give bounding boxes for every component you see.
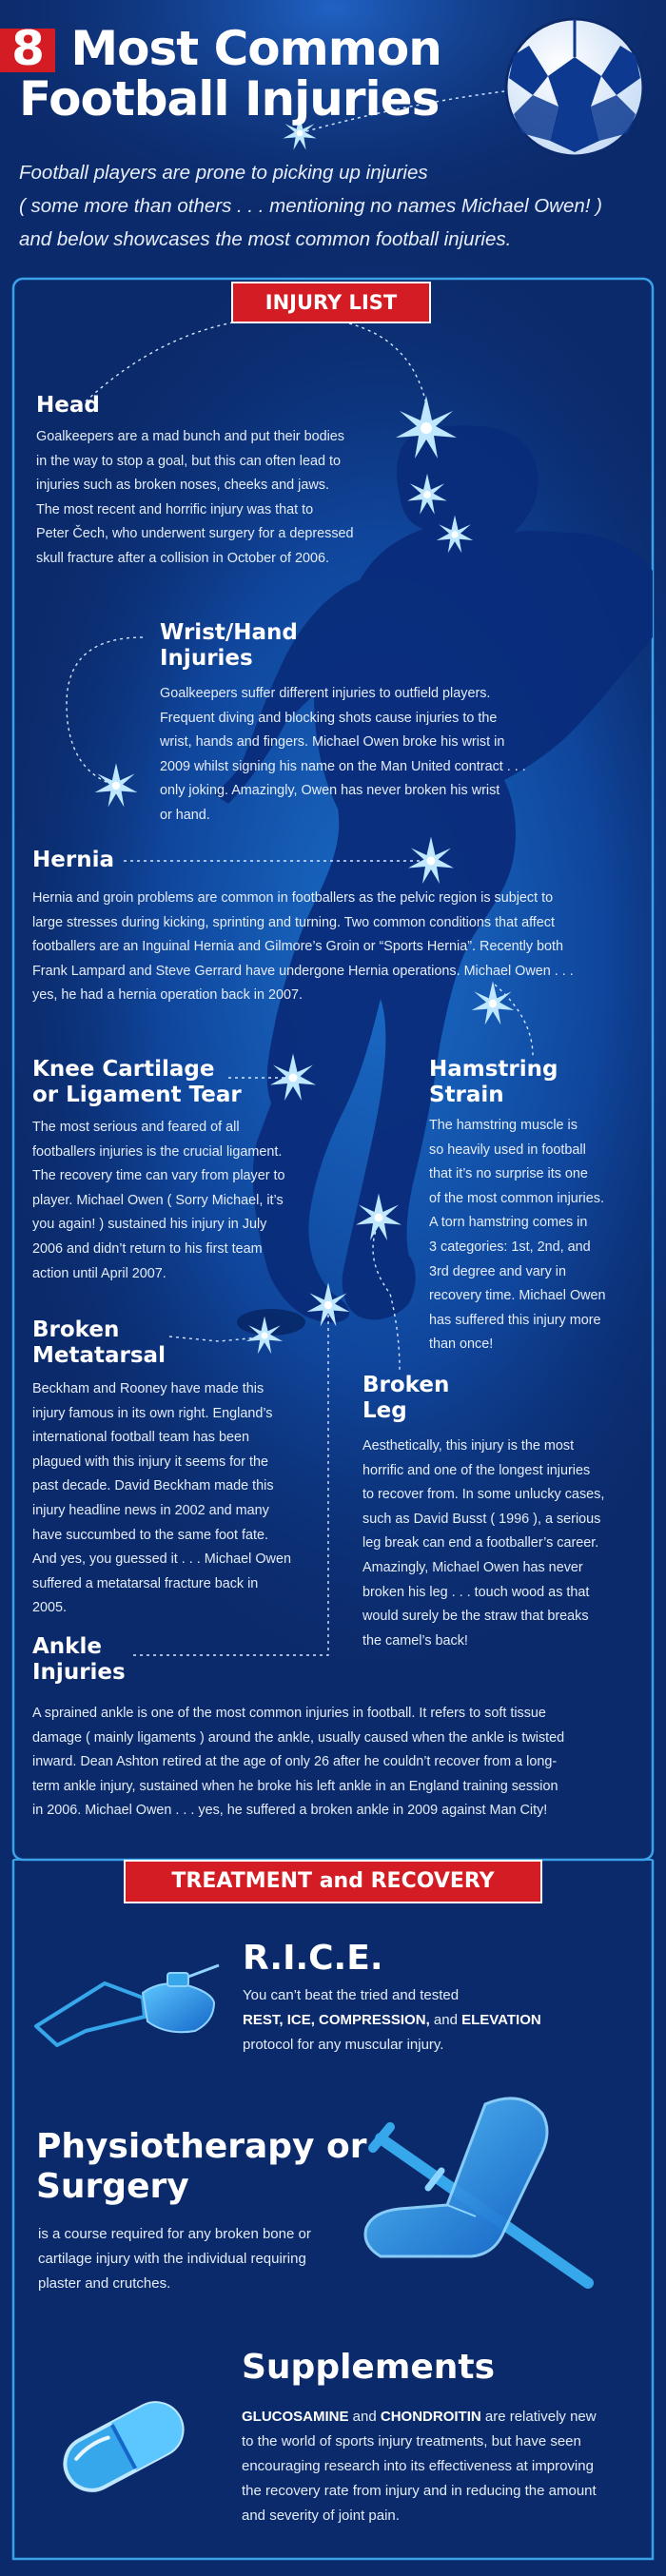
title-line: Leg	[362, 1398, 407, 1423]
text-line: horrific and one of the longest injuries	[362, 1462, 591, 1478]
text-line: has suffered this injury more	[429, 1312, 601, 1328]
text-line: 2009 whilst signing his name on the Man United contract . . .	[160, 758, 526, 774]
title-line: Physiotherapy or	[36, 2127, 367, 2166]
text-line: recovery time. Michael Owen	[429, 1288, 606, 1304]
text-line: in 2006. Michael Owen . . . yes, he suffered a broken ankle in 2009 against Man City!	[32, 1803, 548, 1819]
title-line: Metatarsal	[32, 1343, 166, 1368]
title-line: Ankle	[32, 1634, 102, 1659]
text-line: or hand.	[160, 807, 210, 823]
intro-line: and below showcases the most common football injuries.	[19, 228, 512, 250]
text-line: You can’t beat the tried and tested	[243, 1987, 460, 2003]
knee-text	[32, 1116, 346, 1286]
text-line: than once!	[429, 1337, 494, 1353]
text-line: inward. Dean Ashton retired at the age of only 26 after he couldn’t recover from a long-	[32, 1754, 558, 1770]
text-line: plaster and crutches.	[38, 2275, 171, 2292]
rice-ice: ICE	[286, 2012, 311, 2028]
ankle-text	[32, 1702, 646, 1824]
wrist-title	[160, 620, 298, 672]
title-line: Broken	[362, 1373, 450, 1397]
wrist-text	[160, 682, 578, 829]
text-line: the recovery rate from injury and in reducing the amount	[242, 2483, 597, 2499]
text-line: have succumbed to the same foot fate.	[32, 1527, 268, 1543]
text-line: REST, ICE, COMPRESSION, and ELEVATION	[243, 2012, 541, 2028]
supp-and: and	[352, 2409, 377, 2425]
head-title: Head	[36, 393, 100, 418]
physio-text	[38, 2222, 362, 2296]
text-line: of the most common injuries.	[429, 1190, 604, 1206]
text-line: action until April 2007.	[32, 1265, 166, 1281]
text-line: Beckham and Rooney have made this	[32, 1381, 264, 1396]
text-line: is a course required for any broken bone or	[38, 2226, 311, 2242]
text-line: Amazingly, Michael Owen has never	[362, 1559, 583, 1575]
title-line: Injuries	[32, 1660, 126, 1685]
text-line: that it’s no surprise its one	[429, 1166, 588, 1182]
text-line: plagued with this injury it seems for the	[32, 1454, 268, 1470]
title-number: 8	[11, 21, 44, 76]
hamstring-text	[429, 1114, 648, 1357]
glucosamine: GLUCOSAMINE	[242, 2409, 349, 2425]
metatarsal-title	[32, 1317, 166, 1369]
text-line: in the way to stop a goal, but this can often lead to	[36, 453, 342, 469]
page-title	[0, 21, 441, 127]
rice-text	[243, 1983, 642, 2058]
injury-list-banner: INJURY LIST	[231, 282, 431, 323]
text-line: A sprained ankle is one of the most common injuries in football. It refers to soft tissue	[32, 1706, 546, 1721]
text-line: skull fracture after a collision in October of 2006.	[36, 550, 329, 566]
text-line: 3 categories: 1st, 2nd, and	[429, 1239, 591, 1255]
text-line: term ankle injury, sustained when he broke his left ankle in an England training session	[32, 1778, 558, 1794]
text-line: such as David Busst ( 1996 ), a serious	[362, 1511, 601, 1527]
text-line: leg break can end a footballer’s career.	[362, 1535, 599, 1551]
leg-title	[362, 1373, 449, 1424]
hernia-title: Hernia	[32, 848, 114, 872]
text-line: to the world of sports injury treatments, but have seen	[242, 2433, 581, 2449]
text-line: Goalkeepers suffer different injuries to outfield players.	[160, 686, 491, 701]
text-line: Frequent diving and blocking shots cause injuries to the	[160, 710, 498, 726]
treatment-banner: TREATMENT and RECOVERY	[124, 1860, 542, 1903]
text-line: yes, he had a hernia operation back in 2007.	[32, 987, 304, 1004]
text-line: 3rd degree and vary in	[429, 1263, 566, 1279]
text-line: would surely be the straw that breaks	[362, 1609, 589, 1625]
rice-and: and	[433, 2012, 458, 2028]
title-line1: Most Common	[70, 21, 441, 76]
text-line: footballers injuries is the crucial ligament.	[32, 1143, 283, 1160]
text-line: Peter Čech, who underwent surgery for a depressed	[36, 526, 354, 542]
text-line: Goalkeepers are a mad bunch and put their bodies	[36, 429, 345, 444]
title-line: Knee Cartilage	[32, 1057, 215, 1082]
text-line: suffered a metatarsal fracture back in	[32, 1575, 259, 1591]
hernia-text	[32, 887, 641, 1008]
text-line: wrist, hands and fingers. Michael Owen broke his wrist in	[160, 734, 505, 751]
text-line: Aesthetically, this injury is the most	[362, 1438, 575, 1454]
text-line: and severity of joint pain.	[242, 2508, 400, 2524]
rice-elevation: ELEVATION	[461, 2012, 541, 2028]
text-line: you again! ) sustained his injury in July	[32, 1217, 267, 1233]
text-line: damage ( mainly ligaments ) around the ankle, usually caused when the ankle is twisted	[32, 1729, 565, 1746]
rice-rest: REST	[243, 2012, 280, 2028]
text-line: to recover from. In some unlucky cases,	[362, 1487, 605, 1503]
text-line: Frank Lampard and Steve Gerrard have undergone Hernia operations. Michael Owen . . .	[32, 963, 574, 979]
rice-compression: COMPRESSION	[319, 2012, 426, 2028]
title-line: Hamstring	[429, 1057, 558, 1082]
text-line: And yes, you guessed it . . . Michael Owen	[32, 1551, 291, 1568]
text-line: the camel’s back!	[362, 1632, 468, 1649]
text-line: player. Michael Owen ( Sorry Michael, it’s	[32, 1192, 284, 1208]
supp-rest: are relatively new	[484, 2409, 597, 2425]
head-text	[36, 425, 417, 572]
text-line: A torn hamstring comes in	[429, 1215, 588, 1231]
hamstring-title	[429, 1057, 558, 1108]
intro-line: ( some more than others . . . mentioning no names Michael Owen! )	[19, 195, 602, 217]
text-line: injury headline news in 2002 and many	[32, 1502, 269, 1518]
text-line: protocol for any muscular injury.	[243, 2037, 444, 2053]
knee-title	[32, 1057, 242, 1108]
text-line: The most serious and feared of all	[32, 1120, 240, 1135]
title-line: Wrist/Hand	[160, 620, 298, 645]
intro-line: Football players are prone to picking up injuries	[19, 162, 428, 184]
text-line: only joking. Amazingly, Owen has never broken his wrist	[160, 783, 500, 799]
title-line: Surgery	[36, 2167, 189, 2206]
text-line: The recovery time can vary from player to	[32, 1168, 285, 1184]
physio-title	[36, 2127, 367, 2207]
text-line: footballers are an Inguinal Hernia and Gilmore’s Groin or “Sports Hernia”. Recently both	[32, 939, 564, 955]
text-line: Hernia and groin problems are common in footballers as the pelvic region is subject to	[32, 890, 554, 906]
title-line: Injuries	[160, 646, 253, 671]
text-line: large stresses during kicking, sprinting and turning. Two common conditions that affect	[32, 914, 556, 930]
text-line	[242, 2405, 651, 2430]
text-line: injuries such as broken noses, cheeks and jaws.	[36, 478, 329, 494]
metatarsal-text	[32, 1377, 337, 1621]
text-line: injury famous in its own right. England’s	[32, 1405, 273, 1421]
text-line: The most recent and horrific injury was that to	[36, 501, 314, 517]
leg-text	[362, 1434, 648, 1653]
intro-text	[19, 156, 656, 256]
title-line2: Football Injuries	[19, 71, 440, 127]
text-line: 2005.	[32, 1600, 68, 1616]
rice-title: R.I.C.E.	[243, 1939, 383, 1978]
chondroitin: CHONDROITIN	[380, 2409, 481, 2425]
text-line: international football team has been	[32, 1430, 250, 1446]
title-line: or Ligament Tear	[32, 1083, 242, 1107]
title-line: Strain	[429, 1083, 504, 1107]
ankle-title	[32, 1634, 126, 1686]
text-line: encouraging research into its effectiveness at improving	[242, 2458, 594, 2474]
title-line: Broken	[32, 1317, 120, 1342]
text-line: broken his leg . . . touch wood as that	[362, 1584, 590, 1600]
text-line: so heavily used in football	[429, 1142, 586, 1158]
supplements-title: Supplements	[242, 2348, 496, 2387]
text-line: cartilage injury with the individual requiring	[38, 2251, 306, 2267]
text-line: The hamstring muscle is	[429, 1118, 578, 1133]
supplements-text	[242, 2405, 651, 2528]
text-line: past decade. David Beckham made this	[32, 1478, 274, 1494]
text-line: 2006 and didn’t return to his first team	[32, 1240, 263, 1257]
